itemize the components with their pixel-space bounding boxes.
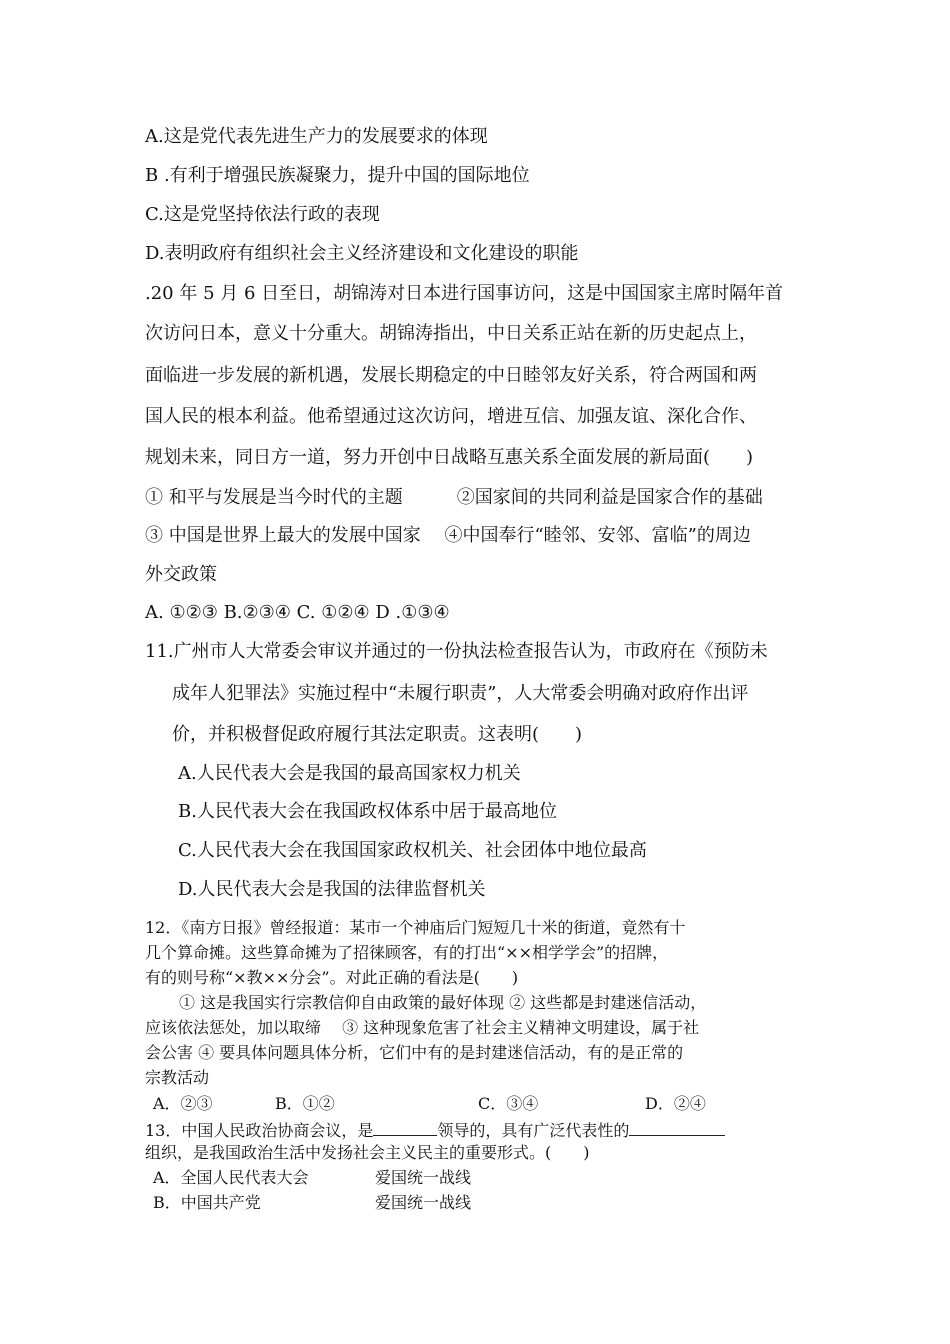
q10-statement-line: 外交政策: [145, 564, 217, 585]
q12-stem-line: 有的则号称“×教××分会”。对此正确的看法是( ): [145, 968, 519, 987]
q13-stem-line: [145, 1119, 725, 1141]
q11-stem-line: 11.广州市人大常委会审议并通过的一份执法检查报告认为，市政府在《预防未: [145, 641, 768, 662]
q12-stem-line: 12．《南方日报》曾经报道：某市一个神庙后门短短几十米的街道，竟然有十: [145, 918, 686, 937]
q10-stem-line: 规划未来，同日方一道，努力开创中日战略互惠关系全面发展的新局面( ): [145, 447, 754, 468]
q13-stem-line: 组织，是我国政治生活中发扬社会主义民主的重要形式。( ): [145, 1143, 590, 1162]
q10-stem-line: .20 年 5 月 6 日至日，胡锦涛对日本进行国事访问，这是中国国家主席时隔年首: [145, 283, 784, 304]
q12-statement-line: 会公害 ④ 要具体问题具体分析，它们中有的是封建迷信活动，有的是正常的: [145, 1043, 684, 1062]
q10-stem-line: 面临进一步发展的新机遇，发展长期稳定的中日睦邻友好关系，符合两国和两: [145, 365, 757, 386]
q12-statement-line: ① 这是我国实行宗教信仰自由政策的最好体现 ② 这些都是封建迷信活动，: [179, 993, 707, 1012]
q9-option-d: D.表明政府有组织社会主义经济建设和文化建设的职能: [145, 243, 579, 264]
q13-stem-part: 领导的，具有广泛代表性的: [437, 1121, 630, 1140]
q12-stem-line: 几个算命摊。这些算命摊为了招徕顾客，有的打出“××相学学会”的招牌，: [145, 943, 669, 962]
q10-options: A. ①②③ B.②③④ C. ①②④ D .①③④: [145, 602, 450, 623]
q12-option-b: B．①②: [275, 1094, 335, 1113]
q11-stem-line: 成年人犯罪法》实施过程中“未履行职责”，人大常委会明确对政府作出评: [172, 683, 749, 704]
q11-option-d: D.人民代表大会是我国的法律监督机关: [178, 879, 486, 900]
q12-option-d: D．②④: [645, 1094, 706, 1113]
q12-statement-line: 宗教活动: [145, 1068, 210, 1087]
q10-statement-line: ③ 中国是世界上最大的发展中国家 ④中国奉行“睦邻、安邻、富临”的周边: [145, 525, 751, 546]
q10-stem-line: 国人民的根本利益。他希望通过这次访问，增进互信、加强友谊、深化合作、: [145, 406, 757, 427]
q13-stem-part: 13．中国人民政治协商会议，是: [145, 1121, 374, 1140]
answer-blank: [373, 1119, 437, 1136]
q13-option-b-value: 爱国统一战线: [375, 1193, 472, 1212]
q9-option-a: A.这是党代表先进生产力的发展要求的体现: [145, 126, 488, 147]
answer-blank: [629, 1119, 725, 1136]
q11-stem-line: 价，并积极督促政府履行其法定职责。这表明( ): [172, 724, 583, 745]
q9-option-b: B .有利于增强民族凝聚力，提升中国的国际地位: [145, 165, 530, 186]
q12-statement-line: 应该依法惩处，加以取缔 ③ 这种现象危害了社会主义精神文明建设，属于社: [145, 1018, 700, 1037]
q11-option-c: C.人民代表大会在我国国家政权机关、社会团体中地位最高: [178, 840, 647, 861]
q11-option-a: A.人民代表大会是我国的最高国家权力机关: [178, 763, 521, 784]
q13-option-a-label: A．全国人民代表大会: [153, 1168, 309, 1187]
q10-stem-line: 次访问日本，意义十分重大。胡锦涛指出，中日关系正站在新的历史起点上，: [145, 323, 757, 344]
q13-option-a-value: 爱国统一战线: [375, 1168, 472, 1187]
q12-option-a: A．②③: [153, 1094, 213, 1113]
q11-option-b: B.人民代表大会在我国政权体系中居于最高地位: [178, 801, 557, 822]
q9-option-c: C.这是党坚持依法行政的表现: [145, 204, 380, 225]
q10-statement-line: ① 和平与发展是当今时代的主题 ②国家间的共同利益是国家合作的基础: [145, 487, 763, 508]
q13-option-b-label: B．中国共产党: [153, 1193, 261, 1212]
q12-option-c: C．③④: [478, 1094, 539, 1113]
